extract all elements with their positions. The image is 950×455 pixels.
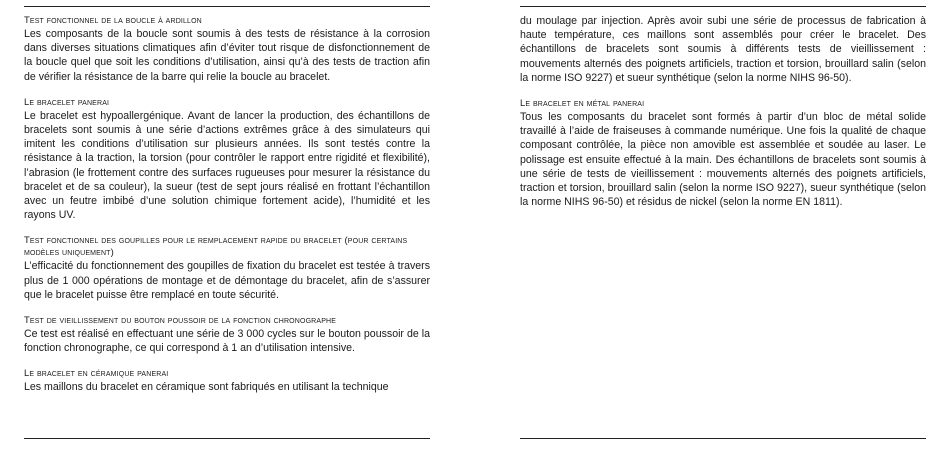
section-body: Les composants de la boucle sont soumis à des tests de résistance à la corrosion dans diverses situations climatiques afin d’éviter tout risque de disfonctionnement de la boucle quel que soit les conditions d’utilisation, ainsi qu’à des tests de traction afin de vérifier la résistance de la barre qui relie la boucle au bracelet. <box>24 28 430 83</box>
continuation-text: du moulage par injection. Après avoir subi une série de processus de fabrication à haute température, ces maillons sont assemblés pour créer le bracelet. Des échantillons de bracelets sont soumis à différents tests de vieillissement : mouvements alternés des poignets artificiels, traction et torsion, brouillard salin (selon la norme ISO 9227) et sueur synthétique (selon la norme NIHS 96-50). <box>520 15 926 84</box>
bottom-rule-right <box>520 438 926 439</box>
section-heading: Test de vieillissement du bouton poussoir de la fonction chronographe <box>24 314 337 326</box>
section-heading: Le bracelet en métal panerai <box>520 97 645 109</box>
section-chrono-pusher-test <box>24 314 430 355</box>
top-rule-right <box>520 6 926 7</box>
section-ceramic-continuation <box>520 14 926 85</box>
section-body: Les maillons du bracelet en céramique sont fabriqués en utilisant la technique <box>24 381 389 394</box>
section-body: Le bracelet est hypoallergénique. Avant de lancer la production, des échantillons de bracelets sont soumis à une série d’actions extrêmes grâce à des simulateurs qui imitent les conditions d’utilisation sur plusieurs années. Ils sont testés contre la résistance à la traction, la torsion (pour contrôler le rapport entre rigidité et flexibilité), l’abrasion (le frottement contre des surfaces rugueuses pour mesurer la résistance du bracelet et de sa couleur), la sueur (test de sept jours réalisé en frottant l’échantillon avec un feutre imbibé d’une solution chimique fortement acide), l’humidité et les rayons UV. <box>24 109 430 222</box>
section-heading: Le bracelet en céramique panerai <box>24 367 169 379</box>
section-panerai-strap <box>24 96 430 223</box>
section-body: L’efficacité du fonctionnement des goupilles de fixation du bracelet est testée à travers plus de 1 000 opérations de montage et de démontage du bracelet, afin de s’assurer que le bracelet puisse être remplacé en toute sécurité. <box>24 260 430 301</box>
section-heading: Test fonctionnel de la boucle à ardillon <box>24 14 202 25</box>
section-metal-bracelet <box>520 97 926 209</box>
left-column <box>24 6 430 407</box>
section-pins-test <box>24 234 430 302</box>
top-rule-left <box>24 6 430 7</box>
section-heading: Test fonctionnel des goupilles pour le remplacement rapide du bracelet (pour certains modèles uniquement) <box>24 234 408 258</box>
section-body: Ce test est réalisé en effectuant une série de 3 000 cycles sur le bouton poussoir de la fonction chronographe, ce qui correspond à 1 an d’utilisation intensive. <box>24 328 430 355</box>
bottom-rule-left <box>24 438 430 439</box>
section-ceramic-bracelet <box>24 367 430 394</box>
right-column <box>520 6 926 221</box>
section-body: Tous les composants du bracelet sont formés à partir d’un bloc de métal solide travaillé à l’aide de fraiseuses à commande numérique. Une fois la qualité de chaque composant contrôlée, la pièce non amovible est assemblée et soudée au laser. Le polissage est ensuite effectué à la main. Des échantillons de bracelets sont soumis à une série de tests de vieillissement : mouvements alternés des poignets artificiels, traction et torsion, brouillard salin (selon la norme ISO 9227), sueur synthétique (selon la norme NIHS 96-50) et résidus de nickel (selon la norme EN 1811). <box>520 111 926 209</box>
section-buckle-test <box>24 14 430 84</box>
section-heading: Le bracelet panerai <box>24 95 110 107</box>
